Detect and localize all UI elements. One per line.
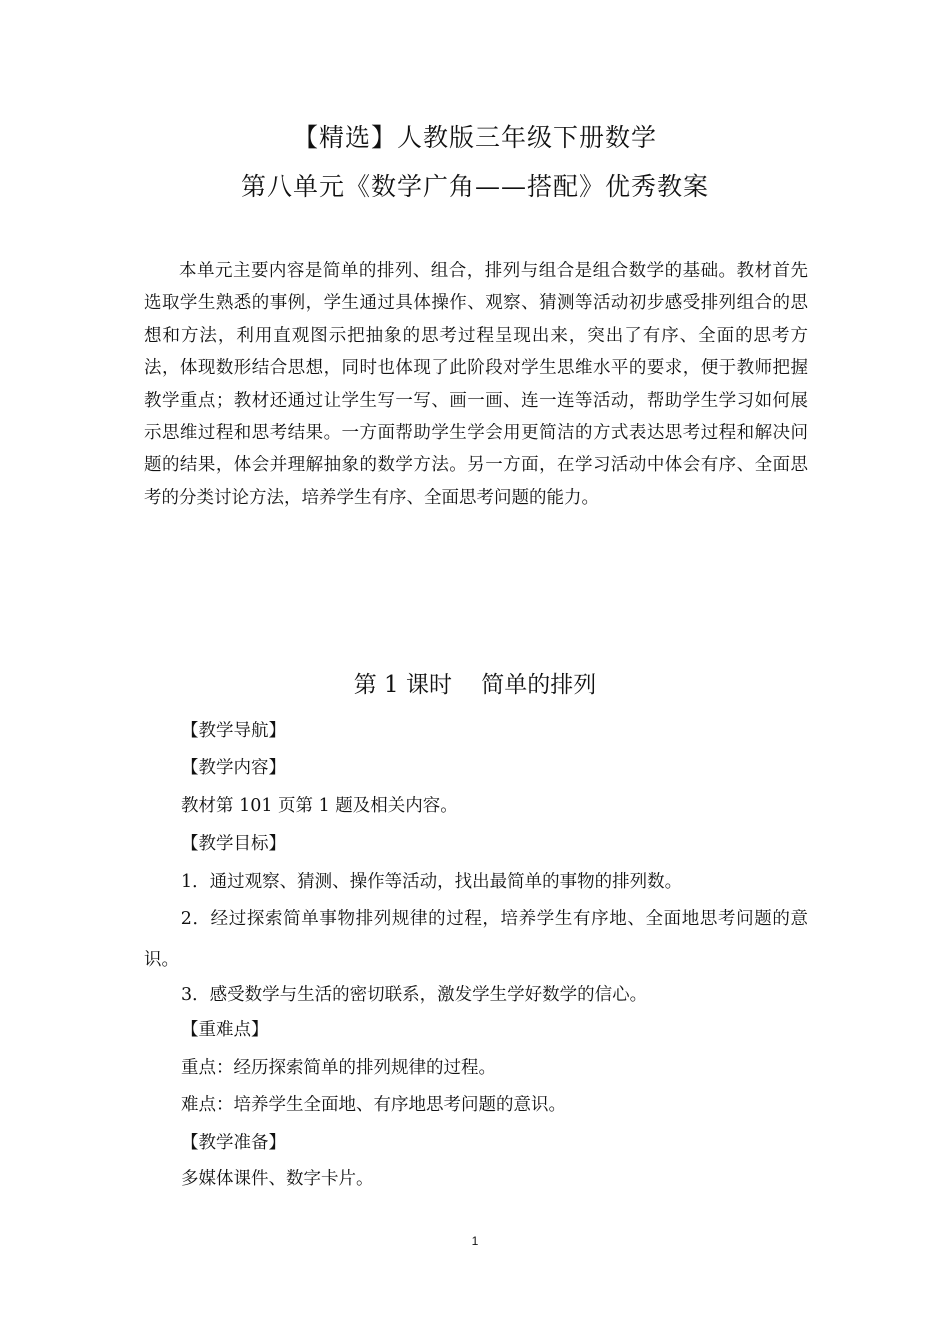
key-point-text: 重点：经历探索简单的排列规律的过程。 [181,1058,496,1078]
goal-item-3: 3．感受数学与生活的密切联系，激发学生学好数学的信心。 [181,985,648,1005]
section-heading-key-points: 【重难点】 [181,1020,269,1040]
section-heading-preparation: 【教学准备】 [181,1133,286,1153]
section-heading-nav: 【教学导航】 [181,721,286,741]
lesson-title: 第 1 课时 简单的排列 [353,672,597,698]
section-heading-content: 【教学内容】 [181,758,286,778]
content-text: 教材第 101 页第 1 题及相关内容。 [181,796,458,816]
page-number: 1 [471,1234,479,1248]
section-heading-goals: 【教学目标】 [181,834,286,854]
intro-paragraph: 本单元主要内容是简单的排列、组合，排列与组合是组合数学的基础。教材首先选取学生熟悉的事例，学生通过具体操作、观察、猜测等活动初步感受排列组合的思想和方法，利用直观图示把抽象的思考过程呈现出来，突出了有序、全面的思考方法，体现数形结合思想，同时也体现了此阶段对学生思维水平的要求，便于教师把握教学重点；教材还通过让学生写一写、画一画、连一连等活动，帮助学生学习如何展示思维过程和思考结果。一方面帮助学生学会用更简洁的方式表达思考过程和解决问题的结果，体会并理解抽象的数学方法。另一方面，在学习活动中体会有序、全面思考的分类讨论方法，培养学生有序、全面思考问题的能力。 [144,261,808,508]
difficult-point-text: 难点：培养学生全面地、有序地思考问题的意识。 [181,1095,566,1115]
preparation-text: 多媒体课件、数字卡片。 [181,1169,374,1189]
goal-item-2: 2．经过探索简单事物排列规律的过程，培养学生有序地、全面地思考问题的意识。 [144,909,808,970]
goal-item-1: 1．通过观察、猜测、操作等活动，找出最简单的事物的排列数。 [181,872,683,892]
document-title-line-2: 第八单元《数学广角——搭配》优秀教案 [240,172,709,201]
document-title-line-1: 【精选】人教版三年级下册数学 [292,123,657,152]
